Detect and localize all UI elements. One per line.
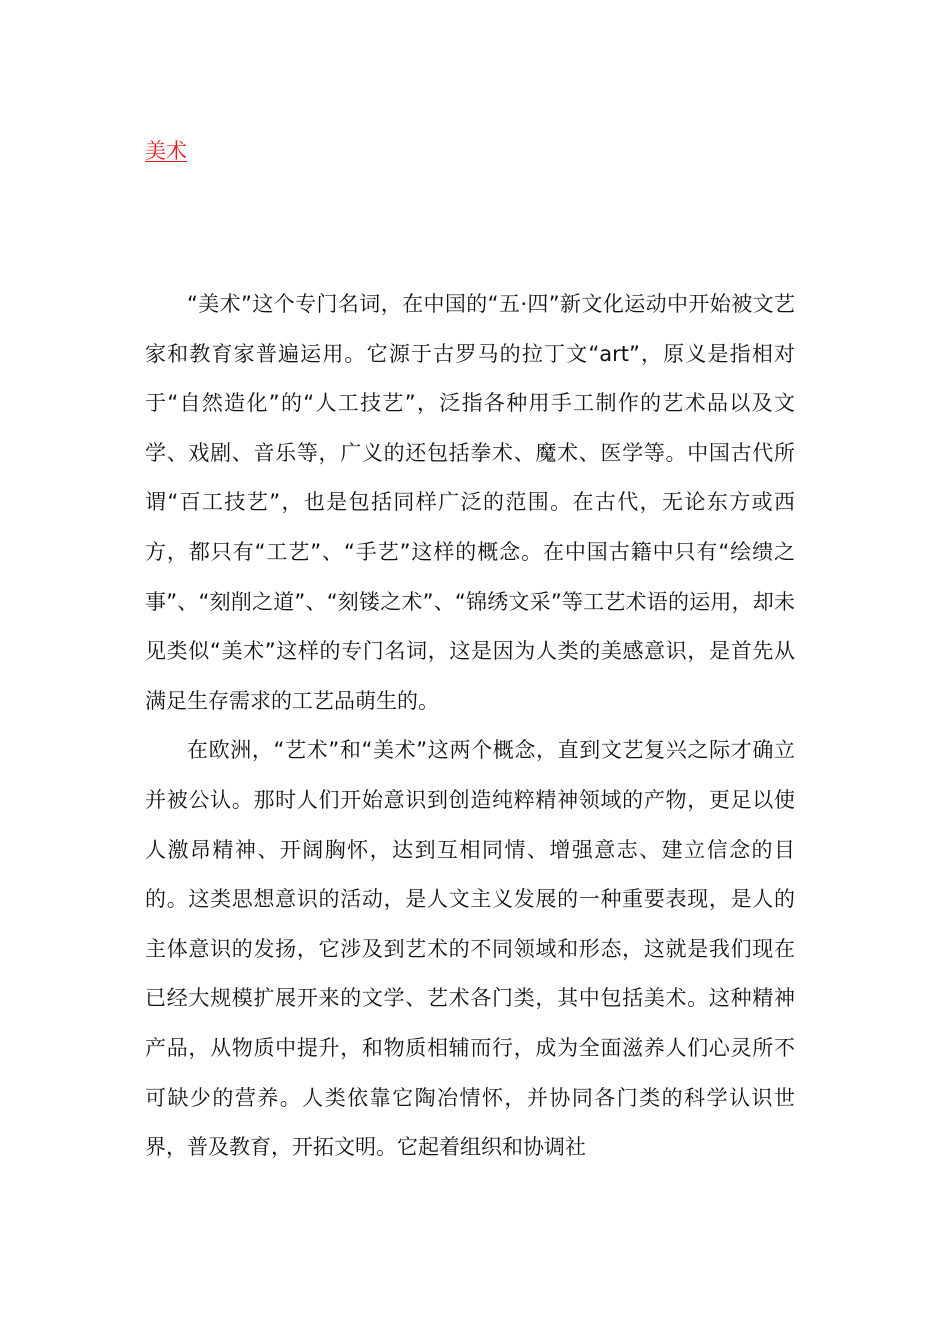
paragraph-1: “美术”这个专门名词，在中国的“五·四”新文化运动中开始被文艺家和教育家普遍运用。它源于古罗马的拉丁文“art”，原义是指相对于“自然造化”的“人工技艺”，泛指各种用手工制作的艺术品以及文学、戏剧、音乐等，广义的还包括拳术、魔术、医学等。中国古代所谓“百工技艺”，也是包括同样广泛的范围。在古代，无论东方或西方，都只有“工艺”、“手艺”这样的概念。在中国古籍中只有“绘缋之事”、“刻削之道”、“刻镂之术”、“锦绣文采”等工艺术语的运用，却未见类似“美术”这样的专门名词，这是因为人类的美感意识，是首先从满足生存需求的工艺品萌生的。	[145, 292, 795, 713]
body-text	[145, 280, 795, 1173]
title-link[interactable]: 美术	[145, 139, 187, 163]
paragraph-2: 在欧洲，“艺术”和“美术”这两个概念，直到文艺复兴之际才确立并被公认。那时人们开始意识到创造纯粹精神领域的产物，更足以使人激昂精神、开阔胸怀，达到互相同情、增强意志、建立信念的目的。这类思想意识的活动，是人文主义发展的一种重要表现，是人的主体意识的发扬，它涉及到艺术的不同领域和形态，这就是我们现在已经大规模扩展开来的文学、艺术各门类，其中包括美术。这种精神产品，从物质中提升，和物质相辅而行，成为全面滋养人们心灵所不可缺少的营养。人类依靠它陶冶情怀，并协同各门类的科学认识世界，普及教育，开拓文明。它起着组织和协调社	[145, 738, 795, 1160]
